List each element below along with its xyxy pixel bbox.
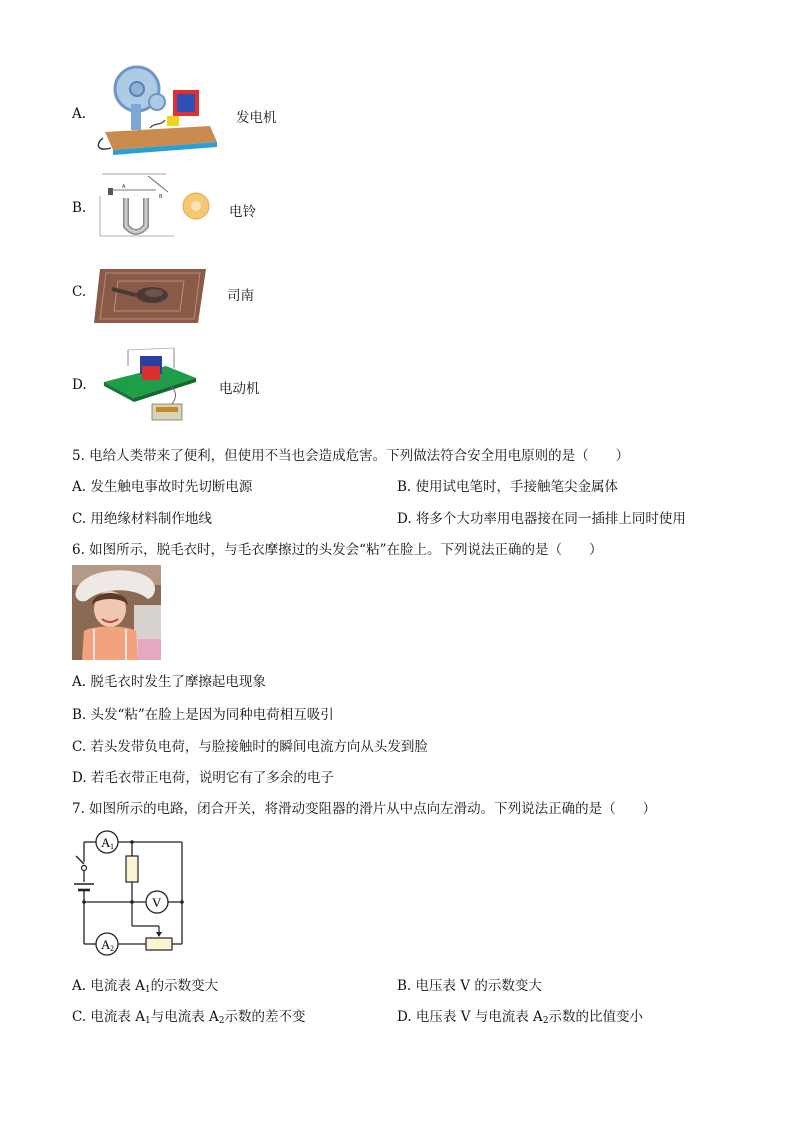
option-d: D. 电压表 V 与电流表 $A_2$示数的比值变小 xyxy=(397,1009,644,1026)
rheostat xyxy=(146,938,172,950)
option-a: A. 脱毛衣时发生了摩擦起电现象 xyxy=(72,674,266,690)
option-c: C. 电流表 $A_1$与电流表 $A_2$示数的差不变 xyxy=(72,1009,306,1026)
option-a: A. 发生触电事故时先切断电源 xyxy=(72,479,253,495)
option-letter: D. xyxy=(72,377,87,393)
option-b: B. 使用试电笔时，手接触笔尖金属体 xyxy=(397,479,619,495)
electric-motor-photo xyxy=(100,336,200,428)
option-label: 司南 xyxy=(227,288,254,304)
svg-text:B: B xyxy=(159,194,163,200)
sinan-compass-photo xyxy=(92,265,210,325)
ammeter-a1-label: A xyxy=(101,835,111,850)
circuit-diagram xyxy=(70,826,190,956)
option-letter: B. xyxy=(72,200,87,216)
option-letter: C. xyxy=(72,284,87,300)
option-b: B. 电压表 V 的示数变大 xyxy=(397,978,542,994)
option-label: 电铃 xyxy=(229,204,256,220)
option-c: C. 若头发带负电荷，与脸接触时的瞬间电流方向从头发到脸 xyxy=(72,739,428,755)
question-stem: 6. 如图所示，脱毛衣时，与毛衣摩擦过的头发会“粘”在脸上。下列说法正确的是（ ） xyxy=(72,542,603,558)
option-a: A. 电流表 $A_1$的示数变大 xyxy=(72,978,219,995)
voltmeter-v-label: V xyxy=(152,895,162,910)
svg-text:A: A xyxy=(122,184,126,190)
question-stem: 5. 电给人类带来了便利，但使用不当也会造成危害。下列做法符合安全用电原则的是（ ） xyxy=(72,448,630,464)
ammeter-a1-sub: 1 xyxy=(110,842,114,851)
electric-bell-diagram xyxy=(96,168,211,243)
option-b: B. 头发“粘”在脸上是因为同种电荷相互吸引 xyxy=(72,707,334,723)
option-label: 电动机 xyxy=(219,381,260,397)
option-d: D. 若毛衣带正电荷，说明它有了多余的电子 xyxy=(72,770,334,786)
generator-photo xyxy=(95,64,220,159)
option-c: C. 用绝缘材料制作地线 xyxy=(72,511,212,527)
option-d: D. 将多个大功率用电器接在同一插排上同时使用 xyxy=(397,511,686,527)
option-label: 发电机 xyxy=(236,110,277,126)
ammeter-a2-sub: 2 xyxy=(110,944,114,953)
sweater-hair-photo xyxy=(72,565,161,660)
option-letter: A. xyxy=(72,106,87,122)
question-stem: 7. 如图所示的电路，闭合开关，将滑动变阻器的滑片从中点向左滑动。下列说法正确的是（ ） xyxy=(72,801,657,817)
ammeter-a2-label: A xyxy=(101,937,111,952)
